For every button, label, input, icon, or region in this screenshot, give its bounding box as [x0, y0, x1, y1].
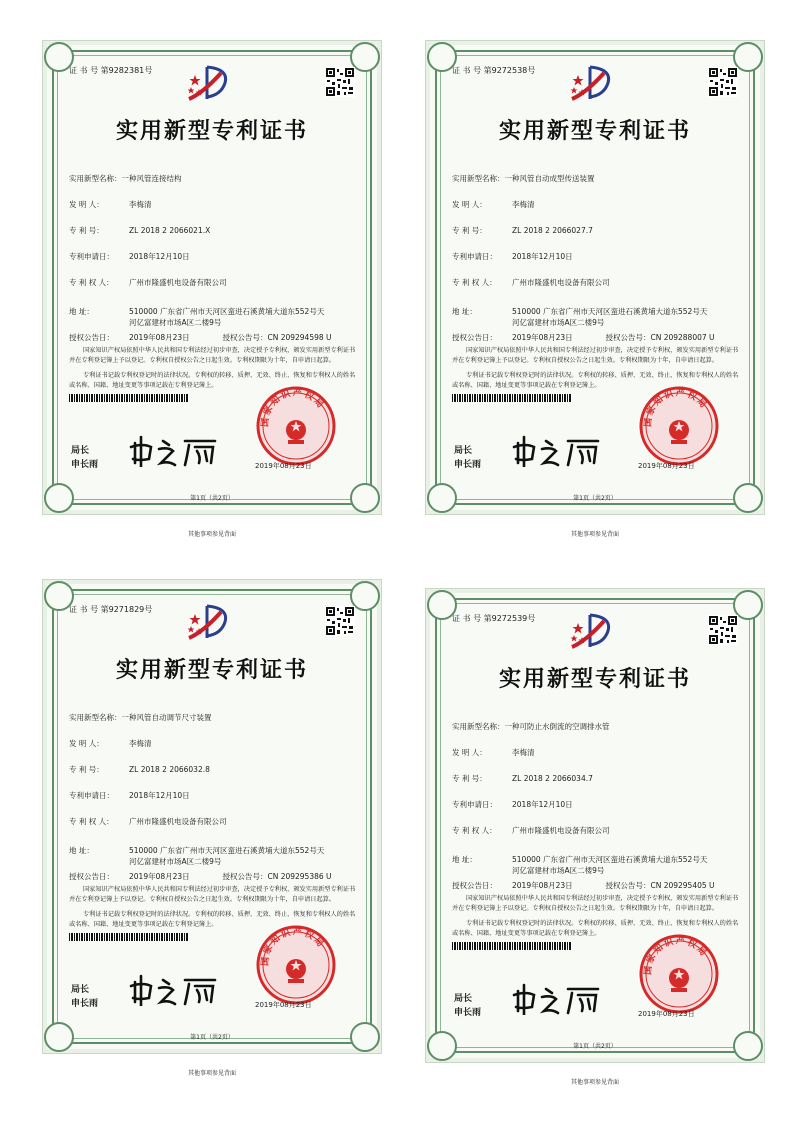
certificate-number: 证 书 号 第9272538号	[452, 66, 536, 75]
patentee: 广州市隆盛机电设备有限公司	[512, 826, 610, 835]
official-seal-icon	[638, 385, 720, 467]
publication-number: CN 209288007 U	[650, 333, 715, 342]
address-line-1: 510000 广东省广州市天河区蛮进石溪黄埔大道东552号天	[129, 846, 325, 855]
publication-date: 2019年08月23日	[512, 881, 573, 890]
inventor: 李梅清	[129, 200, 152, 209]
field-label: 授权公告号：	[222, 333, 268, 342]
grant-statement: 国家知识产权局依照中华人民共和国专利法经过初步审查，决定授予专利权，颁发实用新型专利证书并在专利登记簿上予以登记。专利权自授权公告之日起生效。专利权期限为十年，自申请日起算。	[69, 886, 356, 903]
director-signature-icon	[129, 433, 219, 467]
legal-status-note: 专利证书记载专利权登记时的法律状况。专利权的转移、质押、无效、终止、恢复和专利权人的姓名或名称、国籍、地址变更等事项记载在专利登记簿上。	[69, 372, 356, 389]
field-label: 实用新型名称：	[69, 713, 122, 722]
publication-row	[452, 332, 744, 343]
inventor: 李梅清	[512, 200, 535, 209]
director-title: 局长	[71, 985, 90, 995]
address-row	[452, 854, 744, 865]
field-label: 专 利 权 人：	[452, 826, 497, 835]
official-seal-icon	[255, 385, 337, 467]
director-title: 局长	[454, 994, 473, 1004]
patent-number-row	[69, 764, 361, 775]
official-seal-icon	[638, 933, 720, 1015]
inventor-row	[452, 199, 744, 210]
filing-date-row	[69, 251, 361, 262]
patent-certificate	[425, 40, 765, 515]
field-label: 专利申请日：	[452, 252, 497, 261]
svg-text:国家知识产权局: 国家知识产权局	[260, 927, 327, 967]
utility-model-name: 一种风管自动成型传送装置	[504, 174, 595, 183]
publication-number: CN 209295386 U	[267, 872, 332, 881]
svg-text:国家知识产权局: 国家知识产权局	[643, 388, 710, 428]
director-signature-icon	[512, 433, 602, 467]
publication-date: 2019年08月23日	[512, 333, 573, 342]
patent-number-row	[452, 773, 744, 784]
director-block	[454, 444, 481, 472]
utility-model-name-row	[452, 721, 744, 732]
filing-date-row	[69, 790, 361, 801]
field-label: 实用新型名称：	[452, 174, 505, 183]
back-page-note: 其他事项参见背面	[187, 531, 236, 538]
page-number: 第1页（共2页）	[573, 1043, 617, 1050]
cnipa-logo-icon	[185, 63, 233, 103]
patentee-row	[452, 825, 744, 836]
address-line-2: 河亿富建材市场A区二楼9号	[129, 857, 222, 866]
address-line-1: 510000 广东省广州市天河区蛮进石溪黄埔大道东552号天	[129, 307, 325, 316]
director-block	[454, 992, 481, 1020]
qr-code-icon	[325, 606, 355, 636]
grant-statement: 国家知识产权局依照中华人民共和国专利法经过初步审查，决定授予专利权，颁发实用新型专利证书并在专利登记簿上予以登记。专利权自授权公告之日起生效。专利权期限为十年，自申请日起算。	[452, 895, 739, 912]
field-label: 授权公告日：	[452, 333, 497, 342]
filing-date-row	[452, 251, 744, 262]
inventor: 李梅清	[512, 748, 535, 757]
field-label: 专 利 号：	[452, 774, 487, 783]
field-label: 发 明 人：	[452, 748, 487, 757]
qr-code-icon	[708, 67, 738, 97]
patentee-row	[69, 277, 361, 288]
field-label: 地 址：	[452, 855, 477, 864]
cnipa-logo-icon	[568, 63, 616, 103]
director-name: 申长雨	[454, 460, 482, 470]
official-seal-icon	[255, 924, 337, 1006]
utility-model-name: 一种风管连接结构	[121, 174, 182, 183]
inventor: 李梅清	[129, 739, 152, 748]
address-line-2: 河亿富建材市场A区二楼9号	[129, 318, 222, 327]
barcode-icon	[69, 394, 189, 402]
field-label: 专 利 号：	[69, 765, 104, 774]
cnipa-logo-icon	[568, 611, 616, 651]
address-row	[69, 845, 361, 856]
patent-number: ZL 2018 2 2066027.7	[512, 226, 593, 235]
utility-model-name: 一种可防止水倒流的空调排水管	[504, 722, 610, 731]
back-page-note: 其他事项参见背面	[187, 1070, 236, 1077]
field-label: 授权公告号：	[222, 872, 268, 881]
filing-date: 2018年12月10日	[512, 800, 573, 809]
seal-date: 2019年08月23日	[255, 462, 312, 470]
patentee-row	[69, 816, 361, 827]
patentee-row	[452, 277, 744, 288]
seal-date: 2019年08月23日	[255, 1001, 312, 1009]
inventor-row	[69, 199, 361, 210]
director-signature-icon	[512, 981, 602, 1015]
director-name: 申长雨	[71, 460, 99, 470]
filing-date-row	[452, 799, 744, 810]
director-signature-icon	[129, 972, 219, 1006]
page-number: 第1页（共2页）	[190, 1034, 234, 1041]
utility-model-name-row	[452, 173, 744, 184]
certificate-title: 实用新型专利证书	[115, 657, 308, 683]
field-label: 专 利 权 人：	[69, 278, 114, 287]
certificate-title: 实用新型专利证书	[498, 666, 691, 692]
field-label: 地 址：	[69, 846, 94, 855]
director-name: 申长雨	[71, 999, 99, 1009]
filing-date: 2018年12月10日	[129, 252, 190, 261]
field-label: 发 明 人：	[69, 739, 104, 748]
publication-number: CN 209295405 U	[650, 881, 715, 890]
back-page-note: 其他事项参见背面	[570, 1079, 619, 1086]
certificate-number: 证 书 号 第9282381号	[69, 66, 153, 75]
svg-text:国家知识产权局: 国家知识产权局	[643, 936, 710, 976]
legal-status-note: 专利证书记载专利权登记时的法律状况。专利权的转移、质押、无效、终止、恢复和专利权人的姓名或名称、国籍、地址变更等事项记载在专利登记簿上。	[452, 372, 739, 389]
field-label: 发 明 人：	[69, 200, 104, 209]
publication-row	[452, 880, 744, 891]
address-line-2: 河亿富建材市场A区二楼9号	[512, 866, 605, 875]
barcode-icon	[452, 942, 572, 950]
field-label: 专利申请日：	[69, 252, 114, 261]
back-page-note: 其他事项参见背面	[570, 531, 619, 538]
address-row	[452, 306, 744, 317]
director-title: 局长	[454, 446, 473, 456]
legal-status-note: 专利证书记载专利权登记时的法律状况。专利权的转移、质押、无效、终止、恢复和专利权人的姓名或名称、国籍、地址变更等事项记载在专利登记簿上。	[69, 911, 356, 928]
utility-model-name: 一种风管自动调节尺寸装置	[121, 713, 212, 722]
address-row	[69, 306, 361, 317]
publication-row	[69, 332, 361, 343]
certificate-title: 实用新型专利证书	[115, 118, 308, 144]
cnipa-logo-icon	[185, 602, 233, 642]
field-label: 实用新型名称：	[69, 174, 122, 183]
svg-text:国家知识产权局: 国家知识产权局	[260, 388, 327, 428]
publication-row	[69, 871, 361, 882]
field-label: 专 利 权 人：	[452, 278, 497, 287]
grant-statement: 国家知识产权局依照中华人民共和国专利法经过初步审查，决定授予专利权，颁发实用新型专利证书并在专利登记簿上予以登记。专利权自授权公告之日起生效。专利权期限为十年，自申请日起算。	[452, 347, 739, 364]
director-name: 申长雨	[454, 1008, 482, 1018]
field-label: 专利申请日：	[452, 800, 497, 809]
certificate-number: 证 书 号 第9271829号	[69, 605, 153, 614]
inventor-row	[452, 747, 744, 758]
address-line-1: 510000 广东省广州市天河区蛮进石溪黄埔大道东552号天	[512, 855, 708, 864]
director-block	[71, 444, 98, 472]
filing-date: 2018年12月10日	[512, 252, 573, 261]
patentee: 广州市隆盛机电设备有限公司	[129, 817, 227, 826]
seal-date: 2019年08月23日	[638, 462, 695, 470]
patent-number: ZL 2018 2 2066034.7	[512, 774, 593, 783]
grant-statement: 国家知识产权局依照中华人民共和国专利法经过初步审查，决定授予专利权，颁发实用新型专利证书并在专利登记簿上予以登记。专利权自授权公告之日起生效。专利权期限为十年，自申请日起算。	[69, 347, 356, 364]
qr-code-icon	[325, 67, 355, 97]
field-label: 实用新型名称：	[452, 722, 505, 731]
patent-number-row	[69, 225, 361, 236]
page-number: 第1页（共2页）	[573, 495, 617, 502]
field-label: 地 址：	[69, 307, 94, 316]
publication-date: 2019年08月23日	[129, 333, 190, 342]
utility-model-name-row	[69, 712, 361, 723]
director-title: 局长	[71, 446, 90, 456]
field-label: 专 利 权 人：	[69, 817, 114, 826]
filing-date: 2018年12月10日	[129, 791, 190, 800]
field-label: 授权公告日：	[452, 881, 497, 890]
patentee: 广州市隆盛机电设备有限公司	[129, 278, 227, 287]
field-label: 专利申请日：	[69, 791, 114, 800]
patent-number-row	[452, 225, 744, 236]
patentee: 广州市隆盛机电设备有限公司	[512, 278, 610, 287]
publication-number: CN 209294598 U	[267, 333, 332, 342]
barcode-icon	[69, 933, 189, 941]
page-number: 第1页（共2页）	[190, 495, 234, 502]
legal-status-note: 专利证书记载专利权登记时的法律状况。专利权的转移、质押、无效、终止、恢复和专利权人的姓名或名称、国籍、地址变更等事项记载在专利登记簿上。	[452, 920, 739, 937]
field-label: 专 利 号：	[69, 226, 104, 235]
field-label: 专 利 号：	[452, 226, 487, 235]
inventor-row	[69, 738, 361, 749]
field-label: 地 址：	[452, 307, 477, 316]
certificate-number: 证 书 号 第9272539号	[452, 614, 536, 623]
field-label: 发 明 人：	[452, 200, 487, 209]
patent-number: ZL 2018 2 2066021.X	[129, 226, 211, 235]
address-line-2: 河亿富建材市场A区二楼9号	[512, 318, 605, 327]
field-label: 授权公告号：	[605, 333, 651, 342]
qr-code-icon	[708, 615, 738, 645]
field-label: 授权公告日：	[69, 872, 114, 881]
patent-certificate	[42, 40, 382, 515]
barcode-icon	[452, 394, 572, 402]
utility-model-name-row	[69, 173, 361, 184]
certificate-title: 实用新型专利证书	[498, 118, 691, 144]
patent-certificate	[42, 579, 382, 1054]
field-label: 授权公告日：	[69, 333, 114, 342]
address-line-1: 510000 广东省广州市天河区蛮进石溪黄埔大道东552号天	[512, 307, 708, 316]
field-label: 授权公告号：	[605, 881, 651, 890]
publication-date: 2019年08月23日	[129, 872, 190, 881]
patent-certificate	[425, 588, 765, 1063]
director-block	[71, 983, 98, 1011]
seal-date: 2019年08月23日	[638, 1010, 695, 1018]
patent-number: ZL 2018 2 2066032.8	[129, 765, 210, 774]
